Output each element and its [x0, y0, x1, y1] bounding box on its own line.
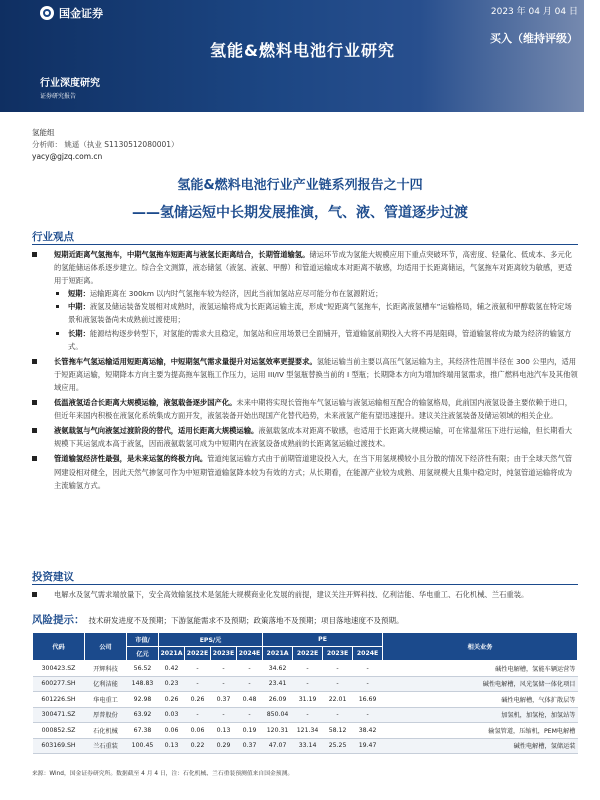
- report-subtype: 证券研究报告: [40, 93, 77, 100]
- cell-pe: -: [323, 707, 353, 723]
- cell-mcap: 100.45: [127, 738, 159, 754]
- analyst-info: [32, 127, 179, 163]
- cell-eps: 0.06: [185, 723, 211, 739]
- cell-code: 300423.SZ: [33, 661, 85, 677]
- cell-eps: 0.13: [211, 723, 237, 739]
- viewpoint-bullet: [32, 355, 578, 394]
- header-banner: [0, 0, 600, 112]
- cell-business: 输氢管道，压缩机，PEM电解槽: [383, 723, 578, 739]
- bullet-lead: 短期近距离气氢拖车，中期气氢拖车短距离与液氢长距离结合，长期管道输氢。: [54, 250, 310, 259]
- cell-eps: 0.37: [237, 738, 263, 754]
- col-header-code: 代码: [33, 633, 85, 661]
- suggestion-text: 电解水及氢气需求端放量下，安全高效输氢技术是氢能大规模商业化发展的前提，建议关注开辉科技、亿利洁能、华电重工、石化机械、兰石重装。: [54, 590, 529, 599]
- cell-pe: -: [353, 707, 383, 723]
- viewpoint-bullet: [32, 396, 578, 422]
- logo-icon: [40, 6, 54, 20]
- table-row: [33, 723, 578, 739]
- col-header-year: 2024E: [353, 647, 383, 661]
- cell-pe: 19.47: [353, 738, 383, 754]
- cell-eps: -: [211, 661, 237, 677]
- cell-code: 600277.SH: [33, 676, 85, 692]
- col-header-year: 2023E: [323, 647, 353, 661]
- col-header-pe: PE: [263, 633, 383, 647]
- cell-pe: 16.69: [353, 692, 383, 708]
- risk-text: 技术研发进度不及预期；下游氢能需求不及预期；政策落地不及预期；项目落地速度不及预期。: [88, 616, 404, 625]
- cell-pe: 33.14: [293, 738, 323, 754]
- report-type: 行业深度研究: [40, 78, 100, 89]
- suggestion-bullet: [32, 588, 578, 601]
- viewpoint-bullet: [32, 452, 578, 491]
- viewpoint-subbullet: [32, 327, 578, 353]
- bullet-square-icon: [32, 456, 37, 461]
- analyst-email: yacy@gjzq.com.cn: [32, 152, 103, 161]
- cell-pe: 26.09: [263, 692, 293, 708]
- col-header-year: 2023E: [211, 647, 237, 661]
- suggestion-body: [32, 588, 578, 601]
- col-header-mcap-unit: 亿元: [127, 647, 159, 661]
- analyst-group: 氢能组: [32, 128, 55, 137]
- logo-text: 国金证券: [59, 7, 103, 20]
- subbullet-text: 能源结构逐步转型下，对氢能的需求大且稳定，加氢站和应用场景已全面铺开，管道输氢前期投入大将不再是阻碍，管道输氢将成为最为经济的输氢方式。: [68, 328, 572, 351]
- cell-eps: -: [211, 707, 237, 723]
- cell-code: 300471.SZ: [33, 707, 85, 723]
- col-header-year: 2021A: [159, 647, 185, 661]
- stock-table: [32, 632, 578, 754]
- cell-mcap: 63.92: [127, 707, 159, 723]
- bullet-square-icon: [32, 252, 37, 257]
- cell-pe: -: [293, 676, 323, 692]
- cell-pe: 58.12: [323, 723, 353, 739]
- cell-eps: 0.26: [159, 692, 185, 708]
- section-divider: [32, 244, 578, 245]
- table-row: [33, 661, 578, 677]
- section-divider: [32, 584, 578, 585]
- bullet-dot-icon: [56, 292, 59, 295]
- section-heading-viewpoints: 行业观点: [32, 231, 74, 243]
- main-subtitle: ——氢储运短中长期发展推演，气、液、管道逐步过渡: [132, 205, 468, 221]
- report-title: 氢能&燃料电池行业研究: [210, 41, 395, 60]
- bullet-lead: 管道输氢经济性最强，是未来运氢的终极方向。: [54, 454, 208, 464]
- cell-eps: 0.03: [159, 707, 185, 723]
- banner-edge: [584, 0, 600, 112]
- cell-pe: -: [293, 707, 323, 723]
- subbullet-text: 液氢及储运装备发展相对成熟时，液氢运输将成为长距离运输主流，形成“短距离气氢拖车，长距离液氢槽车”运输格局，辅之液氨和甲醇载氢在特定场景和液氢装备尚未成熟前过渡使用；: [68, 302, 572, 325]
- cell-pe: -: [323, 676, 353, 692]
- bullet-dot-icon: [56, 305, 59, 308]
- cell-eps: -: [185, 707, 211, 723]
- cell-pe: 23.41: [263, 676, 293, 692]
- rating-label: 买入（维持评级）: [490, 32, 578, 45]
- viewpoint-subbullet: [32, 300, 578, 326]
- cell-eps: -: [211, 676, 237, 692]
- table-header-row: [33, 633, 578, 647]
- cell-eps: 0.42: [159, 661, 185, 677]
- bullet-text: 液氨载氢成本对距离不敏感，也适用于长距离大规模运输，可在常温常压下进行运输，但长期看大规模下其运氢成本高于液氢，因而液氨载氢可成为中短期内在液氢设备成熟前的长距离氢运输过渡技术。: [54, 426, 573, 449]
- bullet-lead: 低温液氢适合长距离大规模运输，液氢载备逐步国产化。: [54, 398, 237, 408]
- cell-company: 开辉科技: [85, 661, 127, 677]
- table-row: [33, 692, 578, 708]
- cell-eps: -: [185, 676, 211, 692]
- cell-company: 华电重工: [85, 692, 127, 708]
- analyst-name: 分析师： 姚遥（执业 S1130512080001）: [32, 140, 179, 149]
- cell-eps: -: [237, 661, 263, 677]
- cell-pe: 25.25: [323, 738, 353, 754]
- bullet-dot-icon: [56, 332, 59, 335]
- bullet-square-icon: [32, 428, 37, 433]
- bullet-lead: 液氨载氢与气向液氢过渡阶段的替代，适用长距离大规模运输。: [54, 426, 259, 436]
- col-header-mcap: 市值/: [127, 633, 159, 647]
- cell-pe: -: [353, 661, 383, 677]
- cell-pe: -: [323, 661, 353, 677]
- bullet-square-icon: [32, 592, 37, 597]
- cell-business: 碱性电解槽，气体扩散层等: [383, 692, 578, 708]
- cell-mcap: 148.83: [127, 676, 159, 692]
- cell-eps: 0.26: [185, 692, 211, 708]
- cell-company: 兰石重装: [85, 738, 127, 754]
- cell-company: 亿利洁能: [85, 676, 127, 692]
- bullet-text: 氢能运输当前主要以高压气氢运输为主，其经济性范围半径在 300 公里内，适用于短距离运输，短期降本方向主要为提高拖车氢瓶工作压力，运用 III/IV 型氢瓶替换当前的 I 型瓶；长期降本方向为增加终端用氢需求，推广燃料电池汽车及其他领域应用。: [54, 356, 578, 392]
- cell-business: 碱性电解槽，风光氢储一体化项目: [383, 676, 578, 692]
- col-header-year: 2021A: [263, 647, 293, 661]
- cell-code: 601226.SH: [33, 692, 85, 708]
- report-date: 2023 年 04 月 04 日: [490, 7, 578, 17]
- col-header-company: 公司: [85, 633, 127, 661]
- table-row: [33, 707, 578, 723]
- subbullet-lead: 中期：: [68, 302, 90, 312]
- cell-company: 石化机械: [85, 723, 127, 739]
- subbullet-lead: 长期：: [68, 328, 90, 338]
- bullet-lead: 长管拖车气氢运输适用短距离运输，中短期氢气需求量提升对运氢效率更提要求。: [54, 356, 317, 366]
- viewpoint-bullet: [32, 248, 578, 287]
- risk-label: 风险提示：: [32, 614, 85, 626]
- cell-eps: 0.06: [159, 723, 185, 739]
- cell-eps: 0.48: [237, 692, 263, 708]
- cell-business: 碱性电解槽，氢能车辆运营等: [383, 661, 578, 677]
- col-header-year: 2022E: [293, 647, 323, 661]
- viewpoint-subbullet: [32, 287, 578, 300]
- cell-mcap: 56.52: [127, 661, 159, 677]
- cell-eps: 0.37: [211, 692, 237, 708]
- cell-eps: 0.23: [159, 676, 185, 692]
- col-header-year: 2022E: [185, 647, 211, 661]
- company-logo: [40, 5, 103, 21]
- bullet-text: 管道纯氢运输方式由于前期管道建设投入大，在当下用氢规模较小且分散的情况下经济性有限；由于全球天然气管网建设相对健全，因此天然气掺氢可作为中短期管道输氢降本较为有效的方式；从长期看，在能源产业较为成熟、用氢规模大且集中稳定时，纯氢管道运输将成为主流输氢方式。: [54, 454, 573, 490]
- subbullet-lead: 短期：: [68, 289, 90, 299]
- cell-pe: 121.34: [293, 723, 323, 739]
- bullet-text: 储运环节成为氢能大规模应用下重点突破环节，高密度、轻量化、低成本、多元化的氢能储运体系逐步建立。综合全文测算，液态储氢（液氢、液氨、甲醇）和管道运输成本对距离不敏感，均适用于长距离储运，气氢拖车对距离较为敏感，更适用于短距离。: [54, 250, 573, 286]
- table-row: [33, 738, 578, 754]
- table-row: [33, 676, 578, 692]
- cell-mcap: 67.38: [127, 723, 159, 739]
- bullet-square-icon: [32, 400, 37, 405]
- cell-eps: -: [185, 661, 211, 677]
- col-header-eps: EPS/元: [159, 633, 263, 647]
- cell-eps: 0.22: [185, 738, 211, 754]
- cell-pe: -: [293, 661, 323, 677]
- bullet-square-icon: [32, 359, 37, 364]
- cell-business: 加氢机，加氢枪，加氢站等: [383, 707, 578, 723]
- cell-pe: 31.19: [293, 692, 323, 708]
- cell-eps: 0.13: [159, 738, 185, 754]
- cell-pe: 120.31: [263, 723, 293, 739]
- viewpoints-body: [32, 248, 578, 492]
- cell-business: 碱性电解槽，氢储运装: [383, 738, 578, 754]
- viewpoint-bullet: [32, 424, 578, 450]
- cell-code: 603169.SH: [33, 738, 85, 754]
- cell-pe: -: [353, 676, 383, 692]
- cell-eps: 0.19: [237, 723, 263, 739]
- cell-mcap: 92.98: [127, 692, 159, 708]
- cell-pe: 34.62: [263, 661, 293, 677]
- cell-pe: 38.42: [353, 723, 383, 739]
- subbullet-text: 运输距离在 300km 以内时气氢拖车较为经济，因此当前加氢站应尽可能分布在氢源附近；: [89, 289, 383, 299]
- bullet-text: 未来中期将实现长管拖车气氢运输与液氢运输相互配合的输氢格局，此前国内液氢设备主要依赖于进口，但近年来国内积极在液氢化系统集成方面开发，液氢装备开始出现国产化替代趋势，未来液氢产能有望迅速提升。建议关注液氢装备及储运领域的相关企业。: [54, 398, 573, 421]
- col-header-business: 相关业务: [383, 633, 578, 661]
- table-source-note: 来源：Wind，国金证券研究所。数据截至 4 月 4 日，注：石化机械、兰石重装预测值来自国金预测。: [32, 771, 294, 777]
- col-header-year: 2024E: [237, 647, 263, 661]
- cell-eps: -: [237, 676, 263, 692]
- risk-notice: [32, 614, 404, 627]
- cell-pe: 850.04: [263, 707, 293, 723]
- cell-pe: 47.07: [263, 738, 293, 754]
- cell-code: 000852.SZ: [33, 723, 85, 739]
- cell-eps: -: [237, 707, 263, 723]
- cell-pe: 22.01: [323, 692, 353, 708]
- section-heading-suggestion: 投资建议: [32, 571, 74, 583]
- main-title: 氢能&燃料电池行业产业链系列报告之十四: [177, 178, 423, 193]
- cell-company: 厚普股份: [85, 707, 127, 723]
- cell-eps: 0.29: [211, 738, 237, 754]
